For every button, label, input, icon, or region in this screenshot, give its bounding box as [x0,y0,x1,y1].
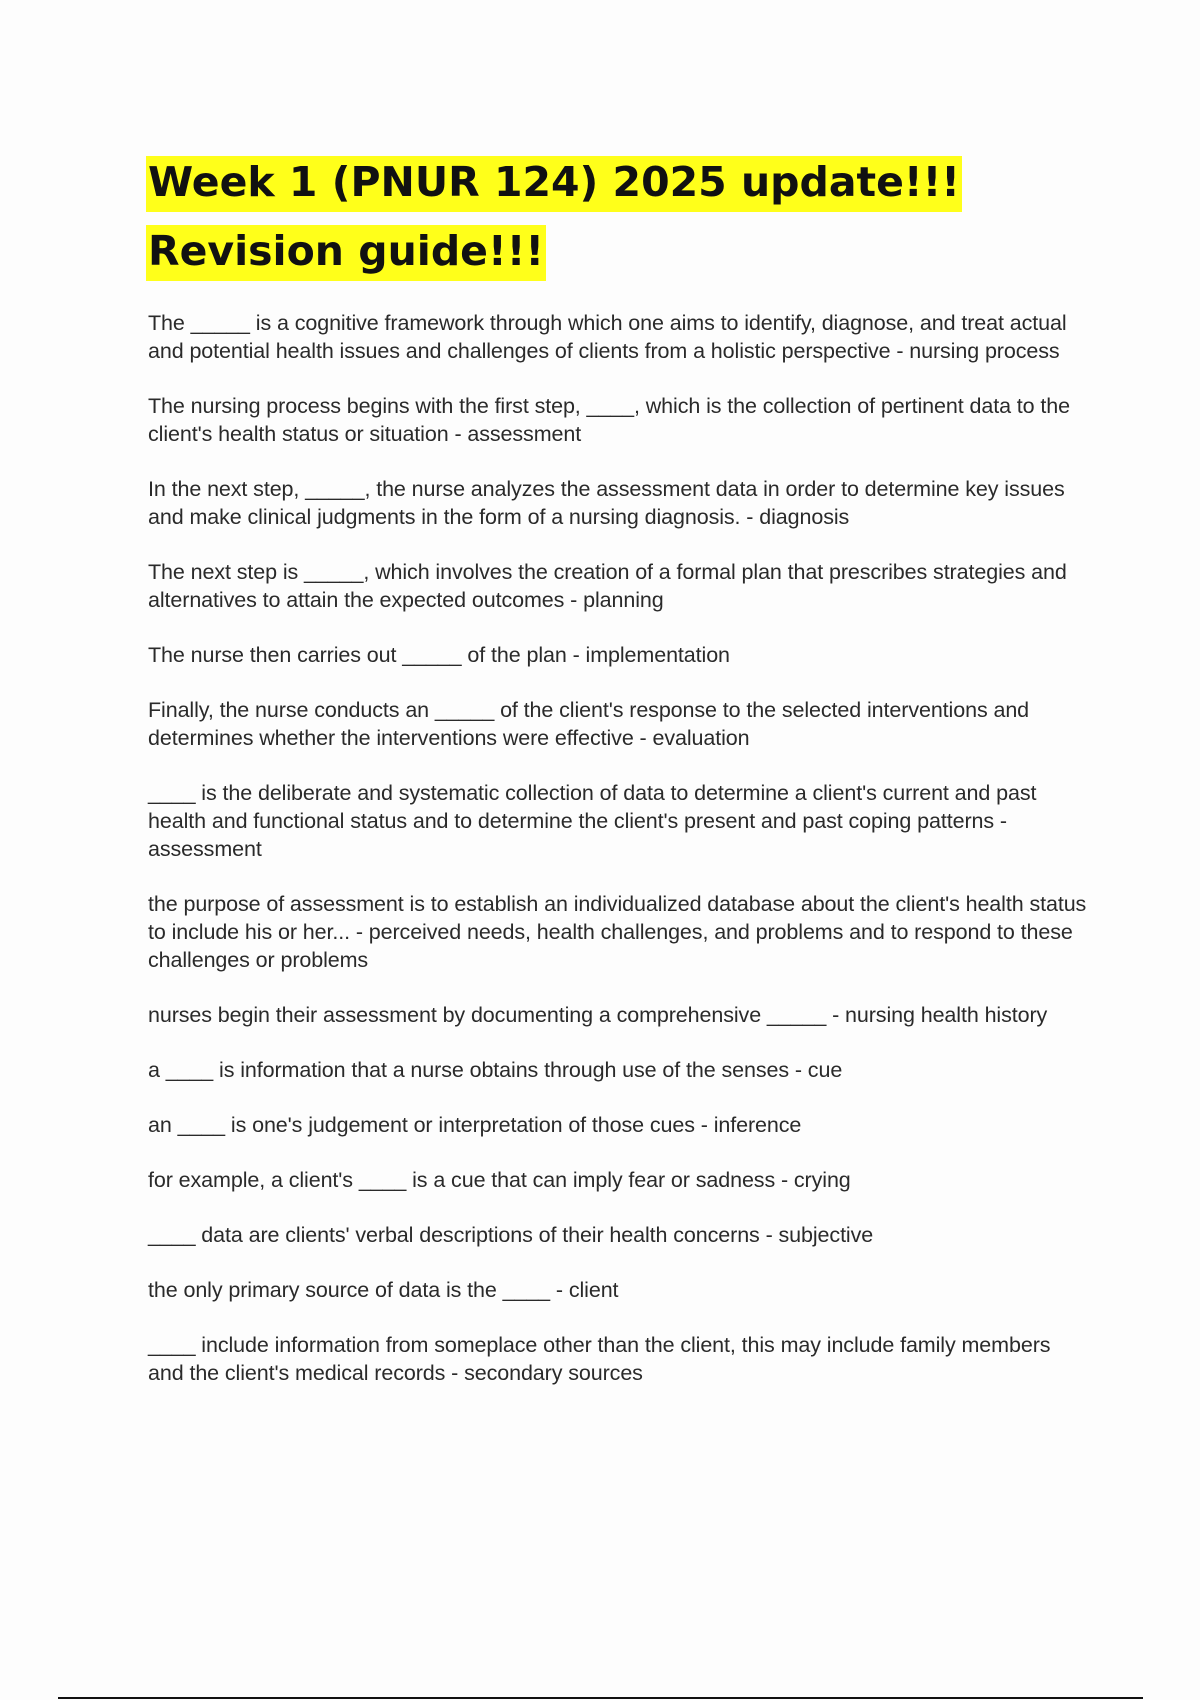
question-item: for example, a client's ____ is a cue that can imply fear or sadness - crying [148,1168,851,1192]
question-item: The nursing process begins with the first step, ____, which is the collection of pertinent data to the client's health status or situation - assessment [148,394,1070,446]
question-item: ____ include information from someplace other than the client, this may include family members and the client's medical records - secondary sources [148,1333,1051,1385]
question-item: The nurse then carries out _____ of the plan - implementation [148,643,730,667]
question-item: the only primary source of data is the ____ - client [148,1278,619,1302]
title-line-2: Revision guide!!! [146,225,546,281]
question-item: nurses begin their assessment by documenting a comprehensive _____ - nursing health history [148,1003,1048,1027]
question-item: Finally, the nurse conducts an _____ of the client's response to the selected interventions and determines whether the interventions were effective - evaluation [148,698,1030,750]
question-item: the purpose of assessment is to establish an individualized database about the client's health status to include his or her... - perceived needs, health challenges, and problems and to respond to these challenges or problems [148,892,1087,972]
question-item: a ____ is information that a nurse obtains through use of the senses - cue [148,1058,843,1082]
title-line-1: Week 1 (PNUR 124) 2025 update!!! [146,156,962,212]
question-item: The next step is _____, which involves the creation of a formal plan that prescribes strategies and alternatives to attain the expected outcomes - planning [148,560,1067,612]
question-item: ____ is the deliberate and systematic collection of data to determine a client's current and past health and functional status and to determine the client's present and past coping patterns - assessment [148,781,1037,861]
question-item: In the next step, _____, the nurse analyzes the assessment data in order to determine key issues and make clinical judgments in the form of a nursing diagnosis. - diagnosis [148,477,1065,529]
question-item: The _____ is a cognitive framework through which one aims to identify, diagnose, and treat actual and potential health issues and challenges of clients from a holistic perspective - nursing process [148,311,1067,363]
footer-divider [58,1697,1143,1699]
question-item: an ____ is one's judgement or interpretation of those cues - inference [148,1113,802,1137]
question-list [148,309,1088,1414]
question-item: ____ data are clients' verbal descriptions of their health concerns - subjective [148,1223,874,1247]
document-title [146,148,1046,286]
